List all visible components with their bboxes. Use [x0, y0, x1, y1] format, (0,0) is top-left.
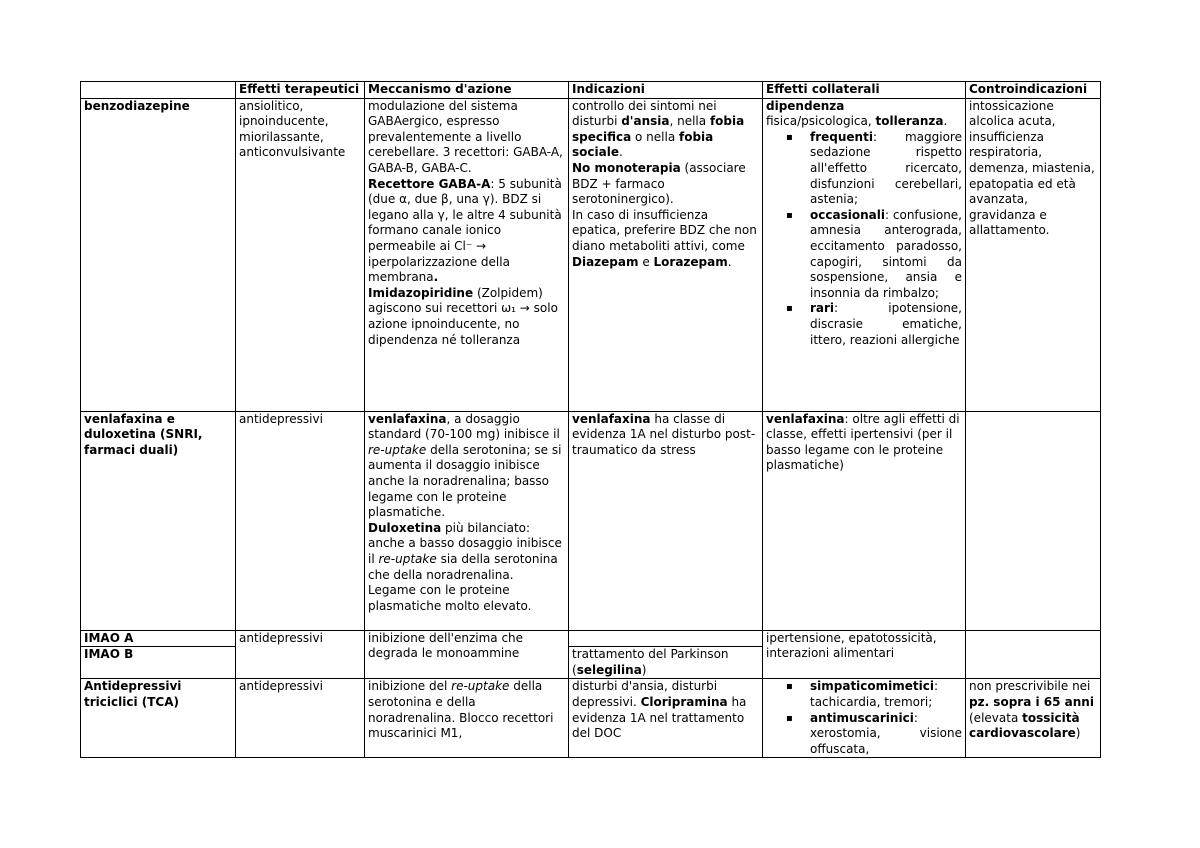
coll-bold: simpaticomimetici	[810, 679, 934, 694]
coll-bold: dipendenza	[766, 98, 845, 113]
effetti-text: antidepressivi	[239, 411, 323, 426]
header-effetti-collaterali: Effetti collaterali	[763, 82, 966, 99]
controindicazioni-cell	[966, 98, 1101, 411]
coll-bold: rari	[810, 301, 835, 316]
coll-text: : maggiore sedazione rispetto all'effetto ricercato, disfunzioni cerebellari, astenia;	[810, 129, 962, 207]
indicazioni-cell	[569, 679, 763, 758]
ind-text: In caso di insufficienza epatica, preferire BDZ che non diano metaboliti attivi, come	[572, 207, 757, 253]
collaterali-list	[766, 130, 962, 348]
controindicazioni-cell	[966, 630, 1101, 679]
contro-bold: tossicità cardiovascolare	[969, 710, 1080, 741]
mecc-text: inibizione dell'enzima che degrada le monoammine	[368, 630, 524, 661]
mecc-text: inibizione del	[368, 679, 452, 694]
indicazioni-cell	[569, 98, 763, 411]
table-row-tca	[81, 679, 1101, 758]
mecc-text: GABA-B, GABA-C.	[368, 160, 472, 175]
drug-name: IMAO A	[84, 630, 134, 645]
effetti-cell	[236, 98, 365, 411]
ind-bold: d'ansia	[621, 114, 670, 129]
mecc-italic: re-uptake	[368, 442, 427, 457]
drug-name-cell	[81, 679, 236, 758]
coll-text: : xerostomia, visione offuscata,	[810, 710, 962, 756]
effetti-text: antidepressivi	[239, 679, 323, 694]
effetti-cell	[236, 679, 365, 758]
ind-text: , nella	[669, 114, 710, 129]
indicazioni-cell	[569, 630, 763, 647]
mecc-italic: re-uptake	[378, 551, 437, 566]
coll-text: .	[943, 114, 948, 129]
recettore-label: Recettore GABA-A	[368, 176, 491, 191]
imidazopiridine-label: Imidazopiridine	[368, 285, 474, 300]
mecc-italic: re-uptake	[451, 679, 510, 694]
mecc-text: sia della serotonina che della noradrenalina. Legame con le proteine plasmatiche molto elevato.	[368, 551, 558, 613]
mecc-text: più bilanciato: anche a basso dosaggio inibisce il	[368, 520, 562, 566]
effetti-cell	[236, 411, 365, 630]
drug-name-cell	[81, 647, 236, 679]
list-item	[810, 679, 962, 710]
mecc-text: , a dosaggio standard (70-100 mg) inibisce il	[368, 411, 560, 442]
collaterali-cell	[763, 679, 966, 758]
coll-text: : ipotensione, discrasie ematiche, ittero, reazioni allergiche	[810, 301, 962, 347]
ind-text: trattamento del Parkinson (	[572, 647, 729, 677]
mecc-text: modulazione del sistema GABAergico, espresso prevalentemente a livello cerebellare. 3 recettori: GABA-A,	[368, 98, 563, 160]
meccanismo-content	[368, 412, 565, 628]
ind-text: disturbi d'ansia, disturbi depressivi.	[572, 679, 718, 709]
ind-bold: venlafaxina	[572, 411, 651, 426]
list-item	[810, 130, 962, 208]
collaterali-cell	[763, 411, 966, 630]
coll-bold: occasionali	[810, 207, 885, 222]
controindicazioni-cell	[966, 679, 1101, 758]
ind-text: )	[641, 662, 647, 677]
ind-text: o nella	[631, 129, 679, 144]
contro-text: (elevata	[969, 710, 1023, 725]
table-row-benzodiazepine	[81, 98, 1101, 411]
mecc-bold: Duloxetina	[368, 520, 442, 535]
list-item	[810, 711, 962, 758]
collaterali-content	[766, 679, 962, 757]
indicazioni-cell	[569, 411, 763, 630]
table-row-snri	[81, 411, 1101, 630]
pharmacology-table	[80, 81, 1101, 758]
drug-name-cell	[81, 630, 236, 647]
contro-text: )	[1075, 726, 1081, 741]
ind-text: .	[618, 145, 623, 160]
meccanismo-cell	[365, 411, 569, 630]
header-effetti-terapeutici: Effetti terapeutici	[236, 82, 365, 99]
coll-text: : confusione, amnesia anterograda, eccitamento paradosso, capogiri, sintomi da sospensione, ansia e insonnia da rimbalzo;	[810, 207, 962, 300]
contro-bold: pz. sopra i 65 anni	[969, 694, 1094, 709]
coll-bold: antimuscarinici	[810, 710, 914, 725]
list-item	[810, 208, 962, 302]
controindicazioni-cell	[966, 411, 1101, 630]
coll-bold: tolleranza	[875, 114, 944, 129]
meccanismo-cell	[365, 679, 569, 758]
meccanismo-cell	[365, 630, 569, 679]
coll-text: ipertensione, epatotossicità, interazioni alimentari	[766, 630, 937, 661]
list-item	[810, 301, 962, 348]
mecc-text: (Zolpidem) agiscono sui recettori ω₁ → solo azione ipnoinducente, no dipendenza né tolleranza	[368, 285, 558, 347]
collaterali-list	[766, 679, 962, 757]
ind-bold: selegilina	[576, 662, 642, 677]
ind-text: .	[727, 254, 732, 269]
coll-bold: frequenti	[810, 129, 873, 144]
coll-text: fisica/psicologica,	[766, 114, 876, 129]
indicazioni-cell	[569, 647, 763, 679]
collaterali-content	[766, 99, 962, 411]
coll-bold: venlafaxina	[766, 411, 845, 426]
table-row-imao-a	[81, 630, 1101, 647]
ind-text: controllo dei sintomi nei disturbi	[572, 98, 717, 129]
ind-text: ha evidenza 1A nel trattamento del DOC	[572, 694, 747, 741]
coll-text: : tachicardia, tremori;	[810, 679, 939, 709]
header-meccanismo: Meccanismo d'azione	[365, 82, 569, 99]
meccanismo-content	[368, 679, 565, 757]
meccanismo-content	[368, 99, 565, 411]
ind-bold: fobia specifica	[572, 114, 745, 144]
drug-name: venlafaxina e duloxetina (SNRI, farmaci duali)	[84, 411, 203, 457]
mecc-text: .	[433, 270, 439, 285]
header-row	[81, 82, 1101, 99]
mecc-bold: venlafaxina	[368, 411, 447, 426]
meccanismo-cell	[365, 98, 569, 411]
contro-text: non prescrivibile nei	[969, 679, 1091, 694]
mecc-text: della serotonina e della noradrenalina. Blocco recettori muscarinici M1,	[368, 679, 554, 741]
header-indicazioni: Indicazioni	[569, 82, 763, 99]
mecc-text: : 5 subunità (due α, due β, una γ). BDZ si legano alla γ, le altre 4 subunità formano canale ionico permeabile ai Cl⁻ → iperpolarizzazione della membrana	[368, 176, 562, 285]
mecc-text: della serotonina; se si aumenta il dosaggio inibisce anche la noradrenalina; basso legame con le proteine plasmatiche.	[368, 442, 562, 520]
collaterali-cell	[763, 630, 966, 679]
ind-bold: Diazepam	[572, 254, 639, 269]
ind-bold: fobia sociale	[572, 129, 714, 160]
effetti-text: ansiolitico, ipnoinducente, miorilassante, anticonvulsivante	[239, 98, 346, 160]
header-empty	[81, 82, 236, 99]
ind-text: e	[638, 254, 654, 269]
ind-bold: Lorazepam	[653, 254, 728, 269]
ind-bold: No monoterapia	[572, 160, 681, 175]
contro-text: intossicazione alcolica acuta, insufficienza respiratoria, demenza, miastenia, epatopatia ed età avanzata, gravidanza e allattamento.	[969, 98, 1095, 238]
header-controindicazioni: Controindicazioni	[966, 82, 1101, 99]
drug-name: benzodiazepine	[84, 98, 190, 113]
ind-bold: Cloripramina	[640, 694, 728, 709]
effetti-text: antidepressivi	[239, 630, 323, 645]
drug-name: IMAO B	[84, 647, 134, 662]
drug-name-cell	[81, 411, 236, 630]
ind-text: ha classe di evidenza 1A nel disturbo post-traumatico da stress	[572, 411, 756, 457]
drug-name-cell	[81, 98, 236, 411]
ind-text: (associare BDZ + farmaco serotoninergico).	[572, 160, 746, 207]
drug-name: Antidepressivi triciclici (TCA)	[84, 679, 182, 709]
collaterali-cell	[763, 98, 966, 411]
coll-text: : oltre agli effetti di classe, effetti ipertensivi (per il basso legame con le proteine plasmatiche)	[766, 411, 960, 473]
effetti-cell	[236, 630, 365, 679]
